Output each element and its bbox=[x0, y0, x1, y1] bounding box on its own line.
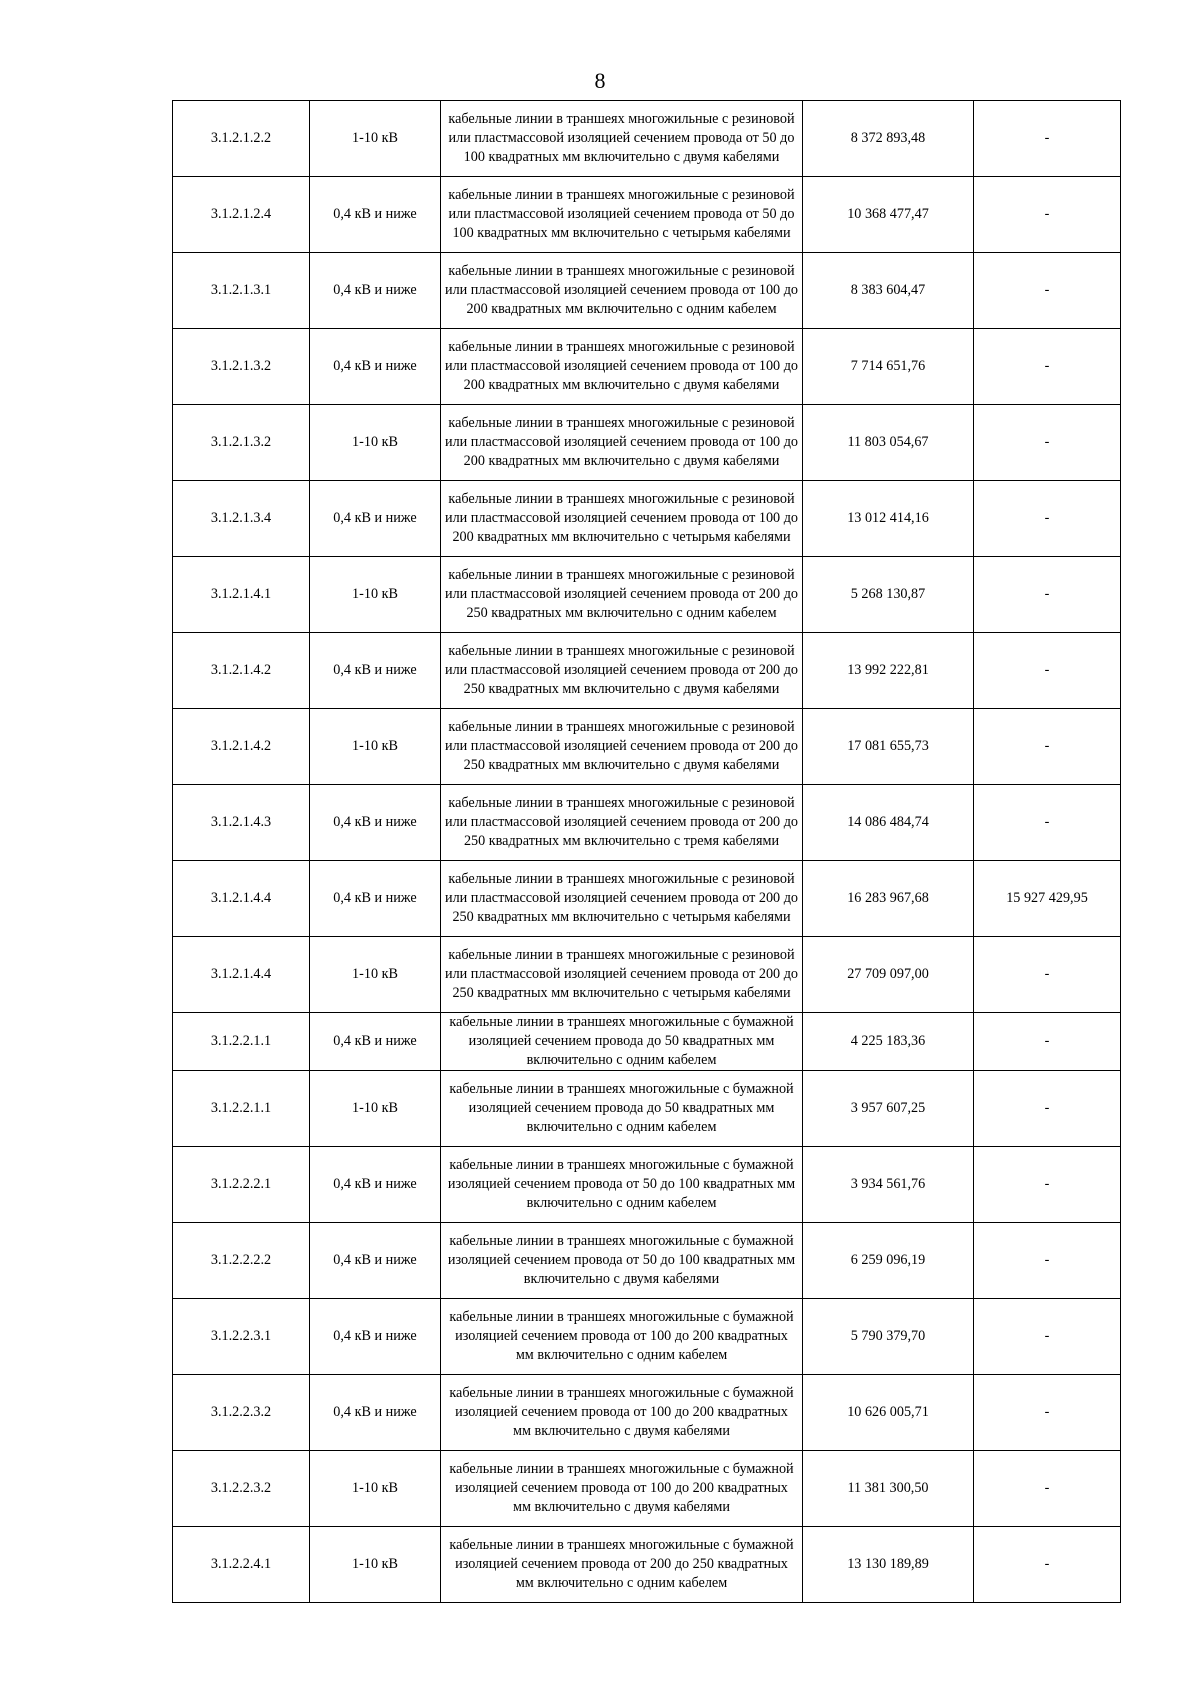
voltage-level: 1-10 кВ bbox=[310, 557, 441, 633]
table-row bbox=[173, 1451, 1121, 1527]
voltage-level: 1-10 кВ bbox=[310, 709, 441, 785]
rate-value-2: - bbox=[974, 1223, 1121, 1299]
rate-value-1: 7 714 651,76 bbox=[803, 329, 974, 405]
item-code: 3.1.2.1.2.2 bbox=[173, 101, 310, 177]
rate-value-1: 8 372 893,48 bbox=[803, 101, 974, 177]
rate-value-1: 3 934 561,76 bbox=[803, 1147, 974, 1223]
item-description: кабельные линии в траншеях многожильные с резиновой или пластмассовой изоляцией сечением провода от 200 до 250 квадратных мм включительно с двумя кабелями bbox=[441, 709, 803, 785]
table-row bbox=[173, 1375, 1121, 1451]
rate-value-2: - bbox=[974, 329, 1121, 405]
item-code: 3.1.2.2.2.1 bbox=[173, 1147, 310, 1223]
rate-value-1: 5 790 379,70 bbox=[803, 1299, 974, 1375]
item-code: 3.1.2.1.4.2 bbox=[173, 633, 310, 709]
rate-value-2: - bbox=[974, 1147, 1121, 1223]
rate-value-1: 27 709 097,00 bbox=[803, 937, 974, 1013]
item-code: 3.1.2.1.4.2 bbox=[173, 709, 310, 785]
table-row bbox=[173, 785, 1121, 861]
item-code: 3.1.2.1.3.1 bbox=[173, 253, 310, 329]
voltage-level: 0,4 кВ и ниже bbox=[310, 1299, 441, 1375]
rate-value-1: 6 259 096,19 bbox=[803, 1223, 974, 1299]
item-description: кабельные линии в траншеях многожильные с резиновой или пластмассовой изоляцией сечением провода от 50 до 100 квадратных мм включительно с четырьмя кабелями bbox=[441, 177, 803, 253]
table-row bbox=[173, 177, 1121, 253]
voltage-level: 0,4 кВ и ниже bbox=[310, 1013, 441, 1071]
voltage-level: 0,4 кВ и ниже bbox=[310, 329, 441, 405]
item-code: 3.1.2.2.3.2 bbox=[173, 1375, 310, 1451]
rate-value-1: 16 283 967,68 bbox=[803, 861, 974, 937]
item-code: 3.1.2.2.1.1 bbox=[173, 1013, 310, 1071]
voltage-level: 1-10 кВ bbox=[310, 101, 441, 177]
item-description: кабельные линии в траншеях многожильные с резиновой или пластмассовой изоляцией сечением провода от 200 до 250 квадратных мм включительно с двумя кабелями bbox=[441, 633, 803, 709]
item-code: 3.1.2.1.4.4 bbox=[173, 937, 310, 1013]
voltage-level: 1-10 кВ bbox=[310, 937, 441, 1013]
rate-value-2: - bbox=[974, 1451, 1121, 1527]
rate-value-1: 4 225 183,36 bbox=[803, 1013, 974, 1071]
item-description: кабельные линии в траншеях многожильные с резиновой или пластмассовой изоляцией сечением провода от 50 до 100 квадратных мм включительно с двумя кабелями bbox=[441, 101, 803, 177]
page-number: 8 bbox=[594, 68, 606, 93]
rate-value-2: - bbox=[974, 405, 1121, 481]
item-description: кабельные линии в траншеях многожильные с резиновой или пластмассовой изоляцией сечением провода от 100 до 200 квадратных мм включительно с двумя кабелями bbox=[441, 405, 803, 481]
voltage-level: 1-10 кВ bbox=[310, 1451, 441, 1527]
table-row bbox=[173, 709, 1121, 785]
table-row bbox=[173, 405, 1121, 481]
item-code: 3.1.2.1.4.4 bbox=[173, 861, 310, 937]
table-row bbox=[173, 633, 1121, 709]
voltage-level: 0,4 кВ и ниже bbox=[310, 1223, 441, 1299]
voltage-level: 0,4 кВ и ниже bbox=[310, 1147, 441, 1223]
item-code: 3.1.2.1.2.4 bbox=[173, 177, 310, 253]
item-code: 3.1.2.1.4.1 bbox=[173, 557, 310, 633]
table-row bbox=[173, 1299, 1121, 1375]
table-row bbox=[173, 1147, 1121, 1223]
item-description: кабельные линии в траншеях многожильные с бумажной изоляцией сечением провода от 100 до 200 квадратных мм включительно с одним кабелем bbox=[441, 1299, 803, 1375]
item-description: кабельные линии в траншеях многожильные с резиновой или пластмассовой изоляцией сечением провода от 100 до 200 квадратных мм включительно с одним кабелем bbox=[441, 253, 803, 329]
rate-value-2: 15 927 429,95 bbox=[974, 861, 1121, 937]
rates-table-body bbox=[173, 101, 1121, 1603]
rate-value-1: 8 383 604,47 bbox=[803, 253, 974, 329]
item-description: кабельные линии в траншеях многожильные с резиновой или пластмассовой изоляцией сечением провода от 200 до 250 квадратных мм включительно с тремя кабелями bbox=[441, 785, 803, 861]
rate-value-2: - bbox=[974, 1071, 1121, 1147]
table-row bbox=[173, 1527, 1121, 1603]
rate-value-1: 13 130 189,89 bbox=[803, 1527, 974, 1603]
item-description: кабельные линии в траншеях многожильные с бумажной изоляцией сечением провода от 50 до 100 квадратных мм включительно с двумя кабелями bbox=[441, 1223, 803, 1299]
item-description: кабельные линии в траншеях многожильные с бумажной изоляцией сечением провода от 100 до 200 квадратных мм включительно с двумя кабелями bbox=[441, 1375, 803, 1451]
voltage-level: 0,4 кВ и ниже bbox=[310, 177, 441, 253]
table-row bbox=[173, 101, 1121, 177]
table-row bbox=[173, 329, 1121, 405]
table-row bbox=[173, 937, 1121, 1013]
item-code: 3.1.2.2.3.2 bbox=[173, 1451, 310, 1527]
item-description: кабельные линии в траншеях многожильные с резиновой или пластмассовой изоляцией сечением провода от 200 до 250 квадратных мм включительно с одним кабелем bbox=[441, 557, 803, 633]
rate-value-1: 14 086 484,74 bbox=[803, 785, 974, 861]
rate-value-2: - bbox=[974, 177, 1121, 253]
rate-value-1: 13 012 414,16 bbox=[803, 481, 974, 557]
rate-value-2: - bbox=[974, 1527, 1121, 1603]
item-code: 3.1.2.2.4.1 bbox=[173, 1527, 310, 1603]
voltage-level: 0,4 кВ и ниже bbox=[310, 253, 441, 329]
table-row bbox=[173, 1013, 1121, 1071]
table-row bbox=[173, 1071, 1121, 1147]
item-description: кабельные линии в траншеях многожильные с бумажной изоляцией сечением провода от 50 до 100 квадратных мм включительно с одним кабелем bbox=[441, 1147, 803, 1223]
rate-value-2: - bbox=[974, 481, 1121, 557]
voltage-level: 0,4 кВ и ниже bbox=[310, 861, 441, 937]
rate-value-2: - bbox=[974, 557, 1121, 633]
rate-value-1: 3 957 607,25 bbox=[803, 1071, 974, 1147]
rate-value-2: - bbox=[974, 101, 1121, 177]
rate-value-2: - bbox=[974, 1299, 1121, 1375]
item-code: 3.1.2.2.2.2 bbox=[173, 1223, 310, 1299]
rate-value-1: 11 803 054,67 bbox=[803, 405, 974, 481]
item-description: кабельные линии в траншеях многожильные с резиновой или пластмассовой изоляцией сечением провода от 200 до 250 квадратных мм включительно с четырьмя кабелями bbox=[441, 861, 803, 937]
item-description: кабельные линии в траншеях многожильные с резиновой или пластмассовой изоляцией сечением провода от 200 до 250 квадратных мм включительно с четырьмя кабелями bbox=[441, 937, 803, 1013]
table-row bbox=[173, 557, 1121, 633]
rate-value-2: - bbox=[974, 633, 1121, 709]
item-description: кабельные линии в траншеях многожильные с бумажной изоляцией сечением провода от 100 до 200 квадратных мм включительно с двумя кабелями bbox=[441, 1451, 803, 1527]
table-row bbox=[173, 1223, 1121, 1299]
item-description: кабельные линии в траншеях многожильные с бумажной изоляцией сечением провода от 200 до 250 квадратных мм включительно с одним кабелем bbox=[441, 1527, 803, 1603]
item-description: кабельные линии в траншеях многожильные с резиновой или пластмассовой изоляцией сечением провода от 100 до 200 квадратных мм включительно с четырьмя кабелями bbox=[441, 481, 803, 557]
rate-value-1: 10 368 477,47 bbox=[803, 177, 974, 253]
rate-value-2: - bbox=[974, 1013, 1121, 1071]
table-row bbox=[173, 253, 1121, 329]
rate-value-1: 17 081 655,73 bbox=[803, 709, 974, 785]
item-code: 3.1.2.2.3.1 bbox=[173, 1299, 310, 1375]
rate-value-1: 5 268 130,87 bbox=[803, 557, 974, 633]
item-code: 3.1.2.1.4.3 bbox=[173, 785, 310, 861]
voltage-level: 1-10 кВ bbox=[310, 1071, 441, 1147]
rate-value-2: - bbox=[974, 253, 1121, 329]
item-code: 3.1.2.1.3.4 bbox=[173, 481, 310, 557]
table-row bbox=[173, 481, 1121, 557]
item-description: кабельные линии в траншеях многожильные с бумажной изоляцией сечением провода до 50 квадратных мм включительно с одним кабелем bbox=[441, 1071, 803, 1147]
rate-value-1: 10 626 005,71 bbox=[803, 1375, 974, 1451]
item-description: кабельные линии в траншеях многожильные с бумажной изоляцией сечением провода до 50 квадратных мм включительно с одним кабелем bbox=[441, 1013, 803, 1071]
item-code: 3.1.2.1.3.2 bbox=[173, 329, 310, 405]
item-code: 3.1.2.2.1.1 bbox=[173, 1071, 310, 1147]
item-description: кабельные линии в траншеях многожильные с резиновой или пластмассовой изоляцией сечением провода от 100 до 200 квадратных мм включительно с двумя кабелями bbox=[441, 329, 803, 405]
voltage-level: 0,4 кВ и ниже bbox=[310, 785, 441, 861]
voltage-level: 0,4 кВ и ниже bbox=[310, 633, 441, 709]
voltage-level: 0,4 кВ и ниже bbox=[310, 1375, 441, 1451]
voltage-level: 1-10 кВ bbox=[310, 1527, 441, 1603]
rates-table bbox=[172, 100, 1121, 1603]
voltage-level: 0,4 кВ и ниже bbox=[310, 481, 441, 557]
item-code: 3.1.2.1.3.2 bbox=[173, 405, 310, 481]
rate-value-2: - bbox=[974, 709, 1121, 785]
rate-value-2: - bbox=[974, 937, 1121, 1013]
rate-value-1: 13 992 222,81 bbox=[803, 633, 974, 709]
rate-value-1: 11 381 300,50 bbox=[803, 1451, 974, 1527]
rate-value-2: - bbox=[974, 785, 1121, 861]
table-row bbox=[173, 861, 1121, 937]
rate-value-2: - bbox=[974, 1375, 1121, 1451]
voltage-level: 1-10 кВ bbox=[310, 405, 441, 481]
